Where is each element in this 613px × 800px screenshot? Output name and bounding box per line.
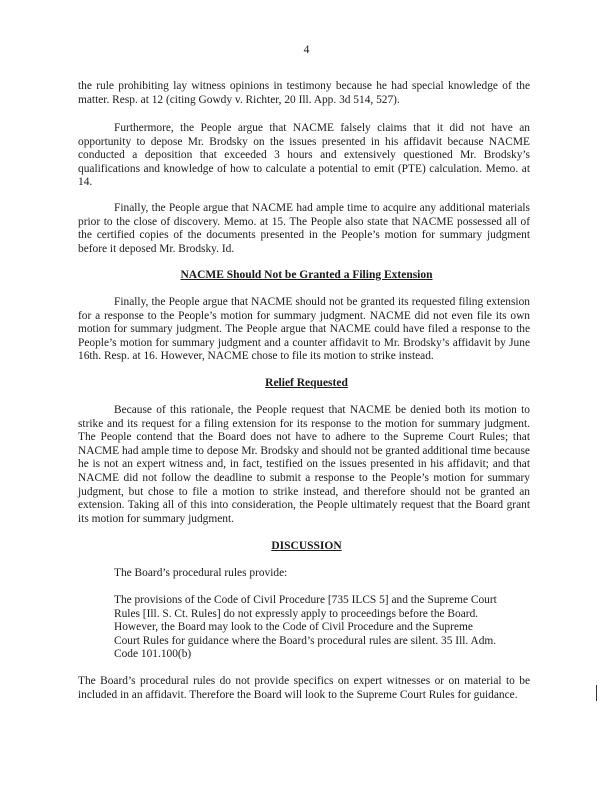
paragraph-7 (78, 675, 530, 702)
paragraph-text: the rule prohibiting lay witness opinions in testimony because he had special knowledge of the matter. Resp. at 12 (citing Gowdy v. Richter, 20 Ill. App. 3d 514, 527). (78, 80, 530, 106)
page-number: 4 (303, 44, 310, 56)
quote-text: The provisions of the Code of Civil Procedure [735 ILCS 5] and the Supreme Court Rules [Ill. S. Ct. Rules] do not expressly apply to proceedings before the Board. However, the Board may look to the Code of Civil Procedure and the Supreme Court Rules for guidance where the Board’s procedural rules are silent. 35 Ill. Adm. Code 101.100(b) (114, 594, 497, 661)
paragraph-text: The Board’s procedural rules provide: (114, 567, 288, 579)
heading-relief-requested: Relief Requested (265, 377, 348, 389)
margin-mark (596, 685, 597, 701)
paragraph-4 (78, 296, 530, 364)
paragraph-5 (78, 404, 530, 526)
paragraph-text: The Board’s procedural rules do not provide specifics on expert witnesses or on material to be included in an affidavit. Therefore the Board will look to the Supreme Court Rules for guidance. (78, 675, 530, 701)
block-quote (114, 594, 499, 662)
paragraph-text: Furthermore, the People argue that NACME falsely claims that it did not have an opportunity to depose Mr. Brodsky on the issues presented in his affidavit because NACME conducted a deposition that exceeded 3 hours and extensively questioned Mr. Brodsky’s qualifications and knowledge of how to calculate a potential to emit (PTE) calculation. Memo. at 14. (78, 122, 530, 189)
heading-filing-extension: NACME Should Not be Granted a Filing Extension (180, 269, 433, 281)
heading-discussion: DISCUSSION (271, 540, 342, 552)
paragraph-6 (114, 567, 534, 581)
paragraph-text: Finally, the People argue that NACME had ample time to acquire any additional materials prior to the close of discovery. Memo. at 15. The People also state that NACME possessed all of the certified copies of the documents presented in the People’s motion for summary judgment before it deposed Mr. Brodsky. Id. (78, 202, 530, 255)
paragraph-text: Finally, the People argue that NACME should not be granted its requested filing extension for a response to the People’s motion for summary judgment. NACME did not even file its own motion for summary judgment. The People argue that NACME could have filed a response to the People’s motion for summary judgment and a counter affidavit to Mr. Brodsky’s affidavit by June 16th. Resp. at 16. However, NACME chose to file its motion to strike instead. (78, 296, 530, 363)
paragraph-2 (78, 122, 530, 190)
paragraph-1 (78, 80, 530, 107)
paragraph-3 (78, 202, 530, 256)
paragraph-text: Because of this rationale, the People request that NACME be denied both its motion to strike and its request for a filing extension for its response to the motion for summary judgment. The People contend that the Board does not have to adhere to the Supreme Court Rules; that NACME had ample time to depose Mr. Brodsky and should not be granted additional time because he is not an expert witness and, in fact, testified on the issues presented in his affidavit; and that NACME did not follow the deadline to submit a response to the People’s motion for summary judgment, but chose to file a motion to strike instead, and therefore should not be granted an extension. Taking all of this into consideration, the People ultimately request that the Board grant its motion for summary judgment. (78, 404, 530, 525)
